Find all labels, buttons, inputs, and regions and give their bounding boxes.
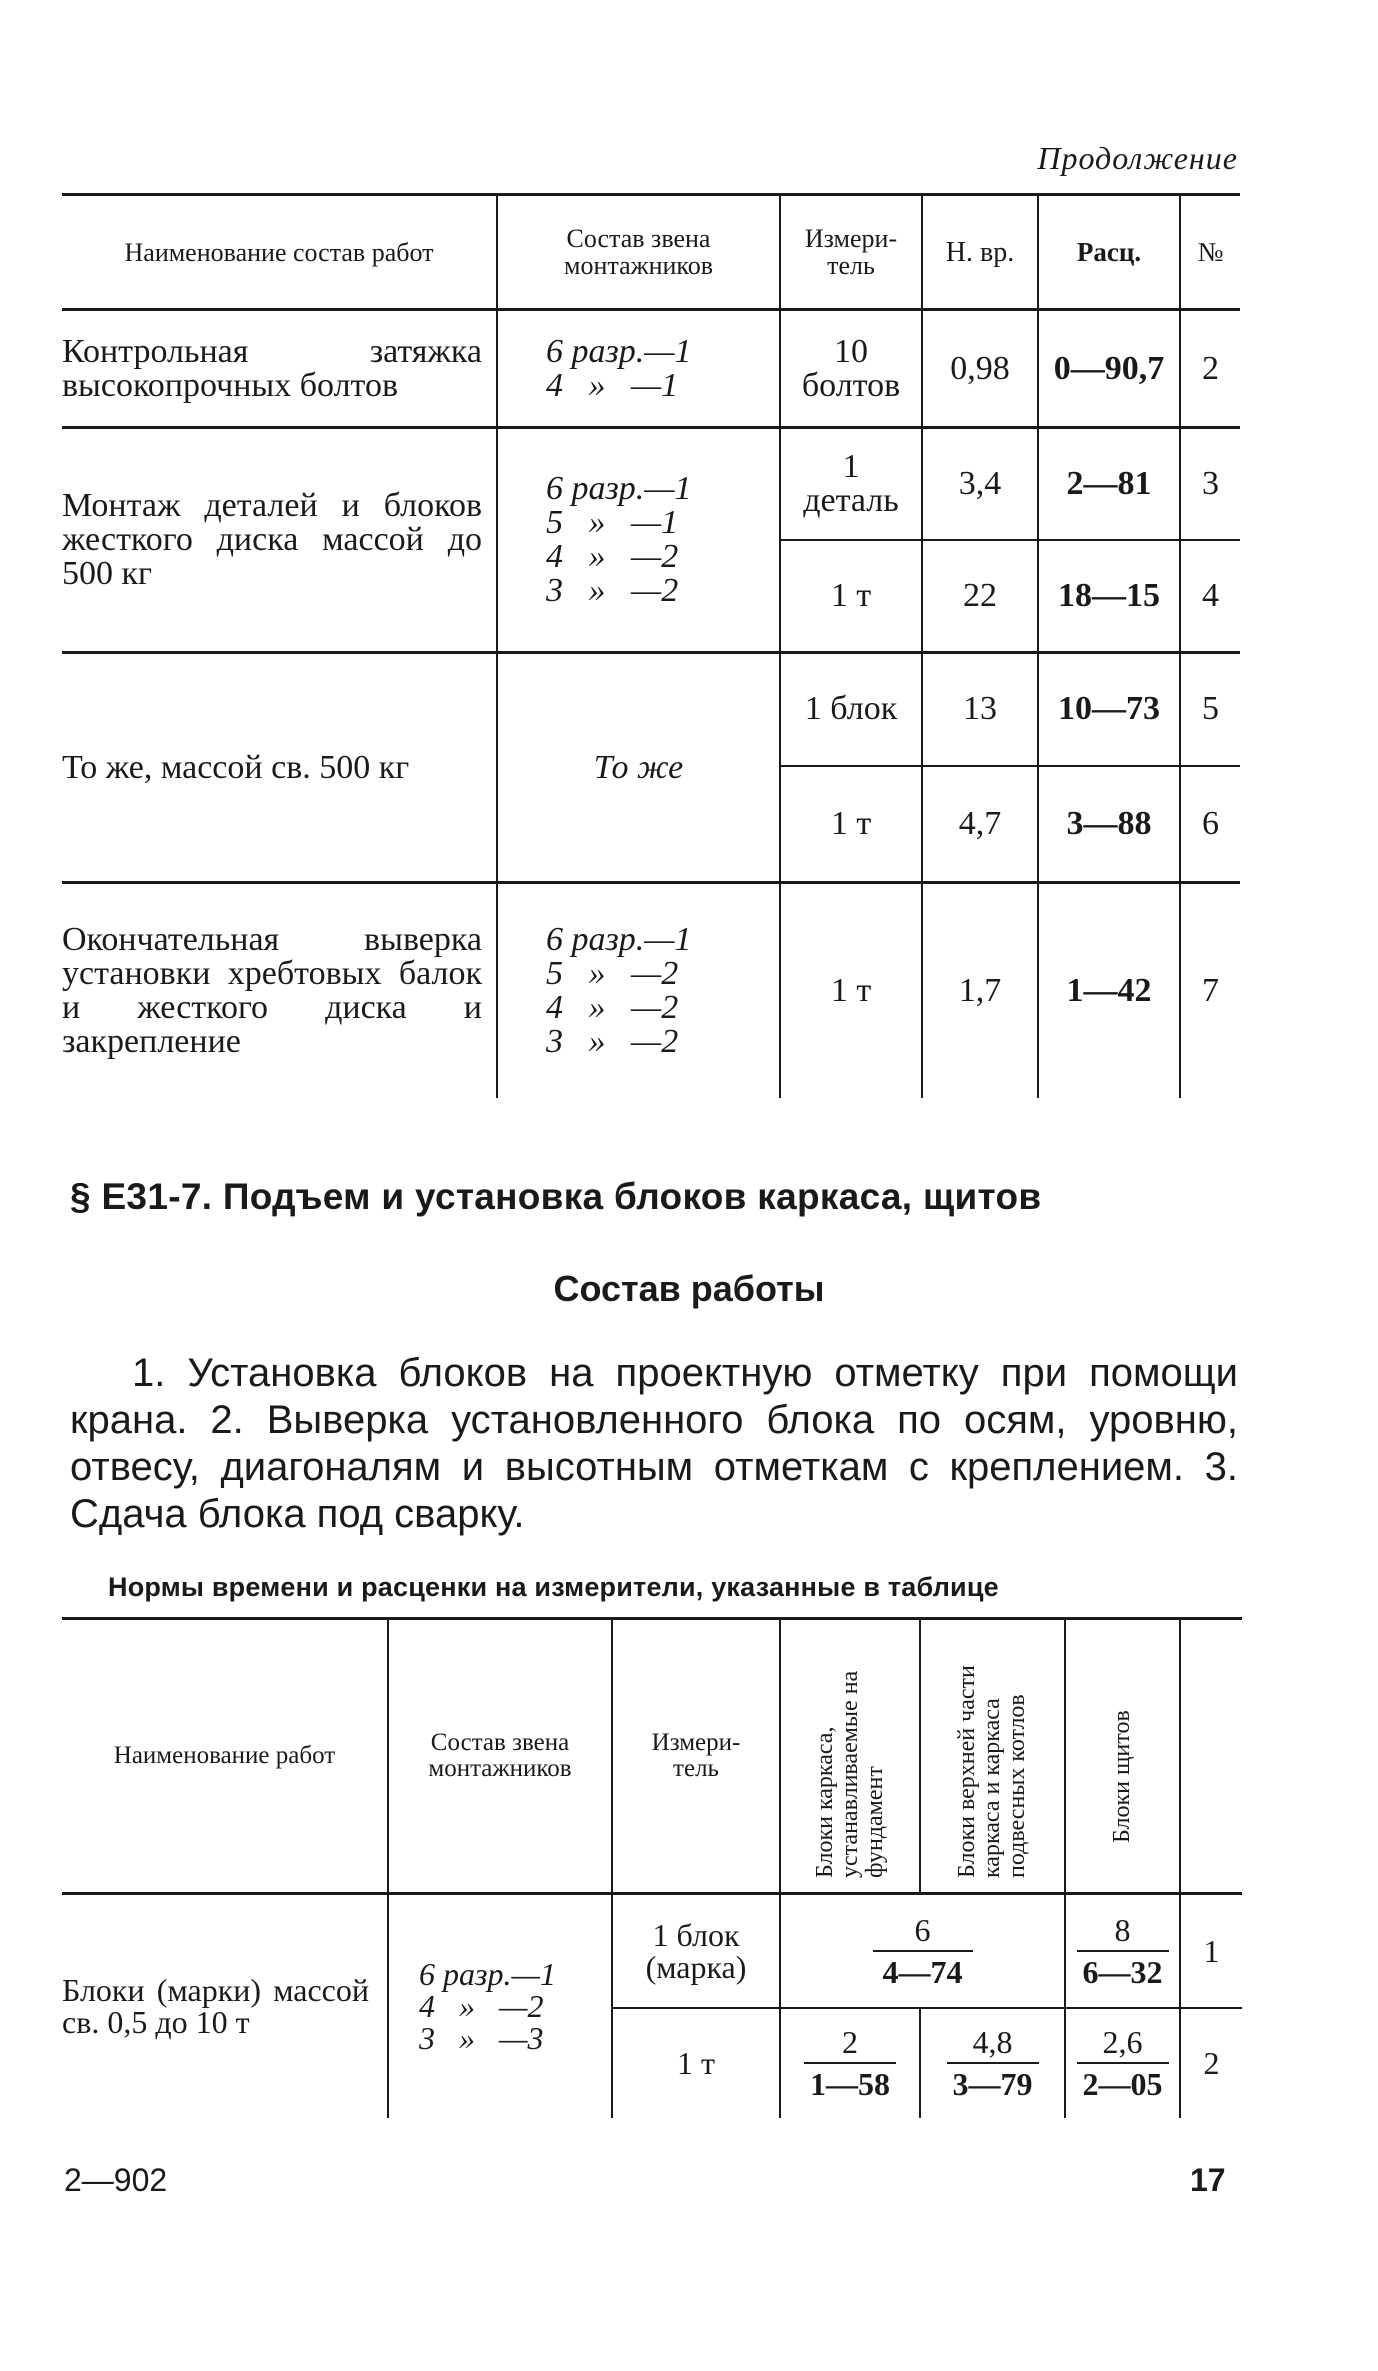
- crew-composition: 6 разр.—1 5 » —2 4 » —2 3 » —2: [497, 883, 780, 1098]
- header-rate: Расц.: [1038, 195, 1180, 310]
- unit-cell: 1 блок: [780, 653, 922, 766]
- row-number: 1: [1180, 1894, 1242, 2008]
- header-time-norm: Н. вр.: [922, 195, 1038, 310]
- unit-cell: 1 деталь: [780, 428, 922, 540]
- time-norm-cell: 22: [922, 540, 1038, 653]
- header-frame-foundation: Блоки каркаса, устанавливаемые на фундамент: [780, 1619, 920, 1894]
- unit-cell: 1 т: [780, 540, 922, 653]
- row-number: 7: [1180, 883, 1240, 1098]
- header-number: №: [1180, 195, 1240, 310]
- header-crew: Состав звена монтажников: [497, 195, 780, 310]
- work-name: То же, массой св. 500 кг: [62, 653, 497, 883]
- unit-cell: 10 болтов: [780, 310, 922, 428]
- table-row: [62, 1894, 1242, 2008]
- table-row: [62, 653, 1240, 766]
- work-name: Окончательная выверка установки хребтовых балок и жесткого диска и закрепление: [62, 883, 497, 1098]
- crew-composition: 6 разр.—1 4 » —2 3 » —3: [388, 1894, 612, 2118]
- unit-cell: 1 блок (марка): [612, 1894, 780, 2008]
- table-header-row: [62, 1619, 1242, 1894]
- header-shield-blocks: Блоки щитов: [1065, 1619, 1180, 1894]
- time-norm-cell: 1,7: [922, 883, 1038, 1098]
- subsection-title: Состав работы: [553, 1268, 825, 1309]
- header-frame-upper: Блоки верхней части каркаса и каркаса подвесных котлов: [920, 1619, 1065, 1894]
- value-frame-blocks: $\frac{6}{4—74}$: [780, 1894, 1065, 2008]
- row-number: 2: [1180, 310, 1240, 428]
- table-row: [62, 310, 1240, 428]
- value-frame-foundation: $\frac{2}{1—58}$: [780, 2008, 920, 2118]
- rate-cell: 10—73: [1038, 653, 1180, 766]
- work-name: Монтаж деталей и блоков жесткого диска массой до 500 кг: [62, 428, 497, 653]
- time-norm-cell: 0,98: [922, 310, 1038, 428]
- norms-table: [62, 1617, 1242, 2118]
- rate-cell: 0—90,7: [1038, 310, 1180, 428]
- unit-cell: 1 т: [780, 766, 922, 883]
- table-row: [62, 883, 1240, 1098]
- page-number: 17: [1190, 2162, 1226, 2198]
- rate-cell: 3—88: [1038, 766, 1180, 883]
- row-number: 5: [1180, 653, 1240, 766]
- rate-cell: 1—42: [1038, 883, 1180, 1098]
- rate-cell: 18—15: [1038, 540, 1180, 653]
- table-caption: Нормы времени и расценки на измерители, указанные в таблице: [108, 1572, 999, 1602]
- header-work-name: Наименование состав работ: [62, 195, 497, 310]
- value-frame-upper: $\frac{4,8}{3—79}$: [920, 2008, 1065, 2118]
- crew-composition: То же: [497, 653, 780, 883]
- row-number: 6: [1180, 766, 1240, 883]
- time-norm-cell: 3,4: [922, 428, 1038, 540]
- header-unit: Измери-тель: [612, 1619, 780, 1894]
- header-work-name: Наименование работ: [62, 1619, 388, 1894]
- value-shield-blocks: $\frac{2,6}{2—05}$: [1065, 2008, 1180, 2118]
- row-number: 3: [1180, 428, 1240, 540]
- unit-cell: 1 т: [780, 883, 922, 1098]
- section-title: § Е31-7. Подъем и установка блоков каркаса, щитов: [70, 1176, 1042, 1217]
- crew-composition: 6 разр.—1 4 » —1: [497, 310, 780, 428]
- work-name: Блоки (марки) массой св. 0,5 до 10 т: [62, 1972, 369, 2041]
- header-crew: Состав звена монтажников: [388, 1619, 612, 1894]
- continuation-label: Продолжение: [1037, 140, 1238, 176]
- time-norm-cell: 4,7: [922, 766, 1038, 883]
- norms-table-continued: [62, 193, 1240, 1098]
- table-row: [62, 428, 1240, 540]
- value-shield-blocks: $\frac{8}{6—32}$: [1065, 1894, 1180, 2008]
- work-description: 1. Установка блоков на проектную отметку при помощи крана. 2. Выверка установленного блока по осям, уровню, отвесу, диагоналям и высотным отметкам с креплением. 3. Сдача блока под сварку.: [70, 1351, 1238, 1536]
- footer-code: 2—902: [64, 2162, 168, 2198]
- table-header-row: [62, 195, 1240, 310]
- row-number: 4: [1180, 540, 1240, 653]
- unit-cell: 1 т: [612, 2008, 780, 2118]
- time-norm-cell: 13: [922, 653, 1038, 766]
- header-unit: Измери-тель: [780, 195, 922, 310]
- row-number: 2: [1180, 2008, 1242, 2118]
- header-number: [1180, 1619, 1242, 1894]
- rate-cell: 2—81: [1038, 428, 1180, 540]
- crew-composition: 6 разр.—1 5 » —1 4 » —2 3 » —2: [497, 428, 780, 653]
- work-name: Контрольная затяжка высокопрочных болтов: [62, 332, 482, 404]
